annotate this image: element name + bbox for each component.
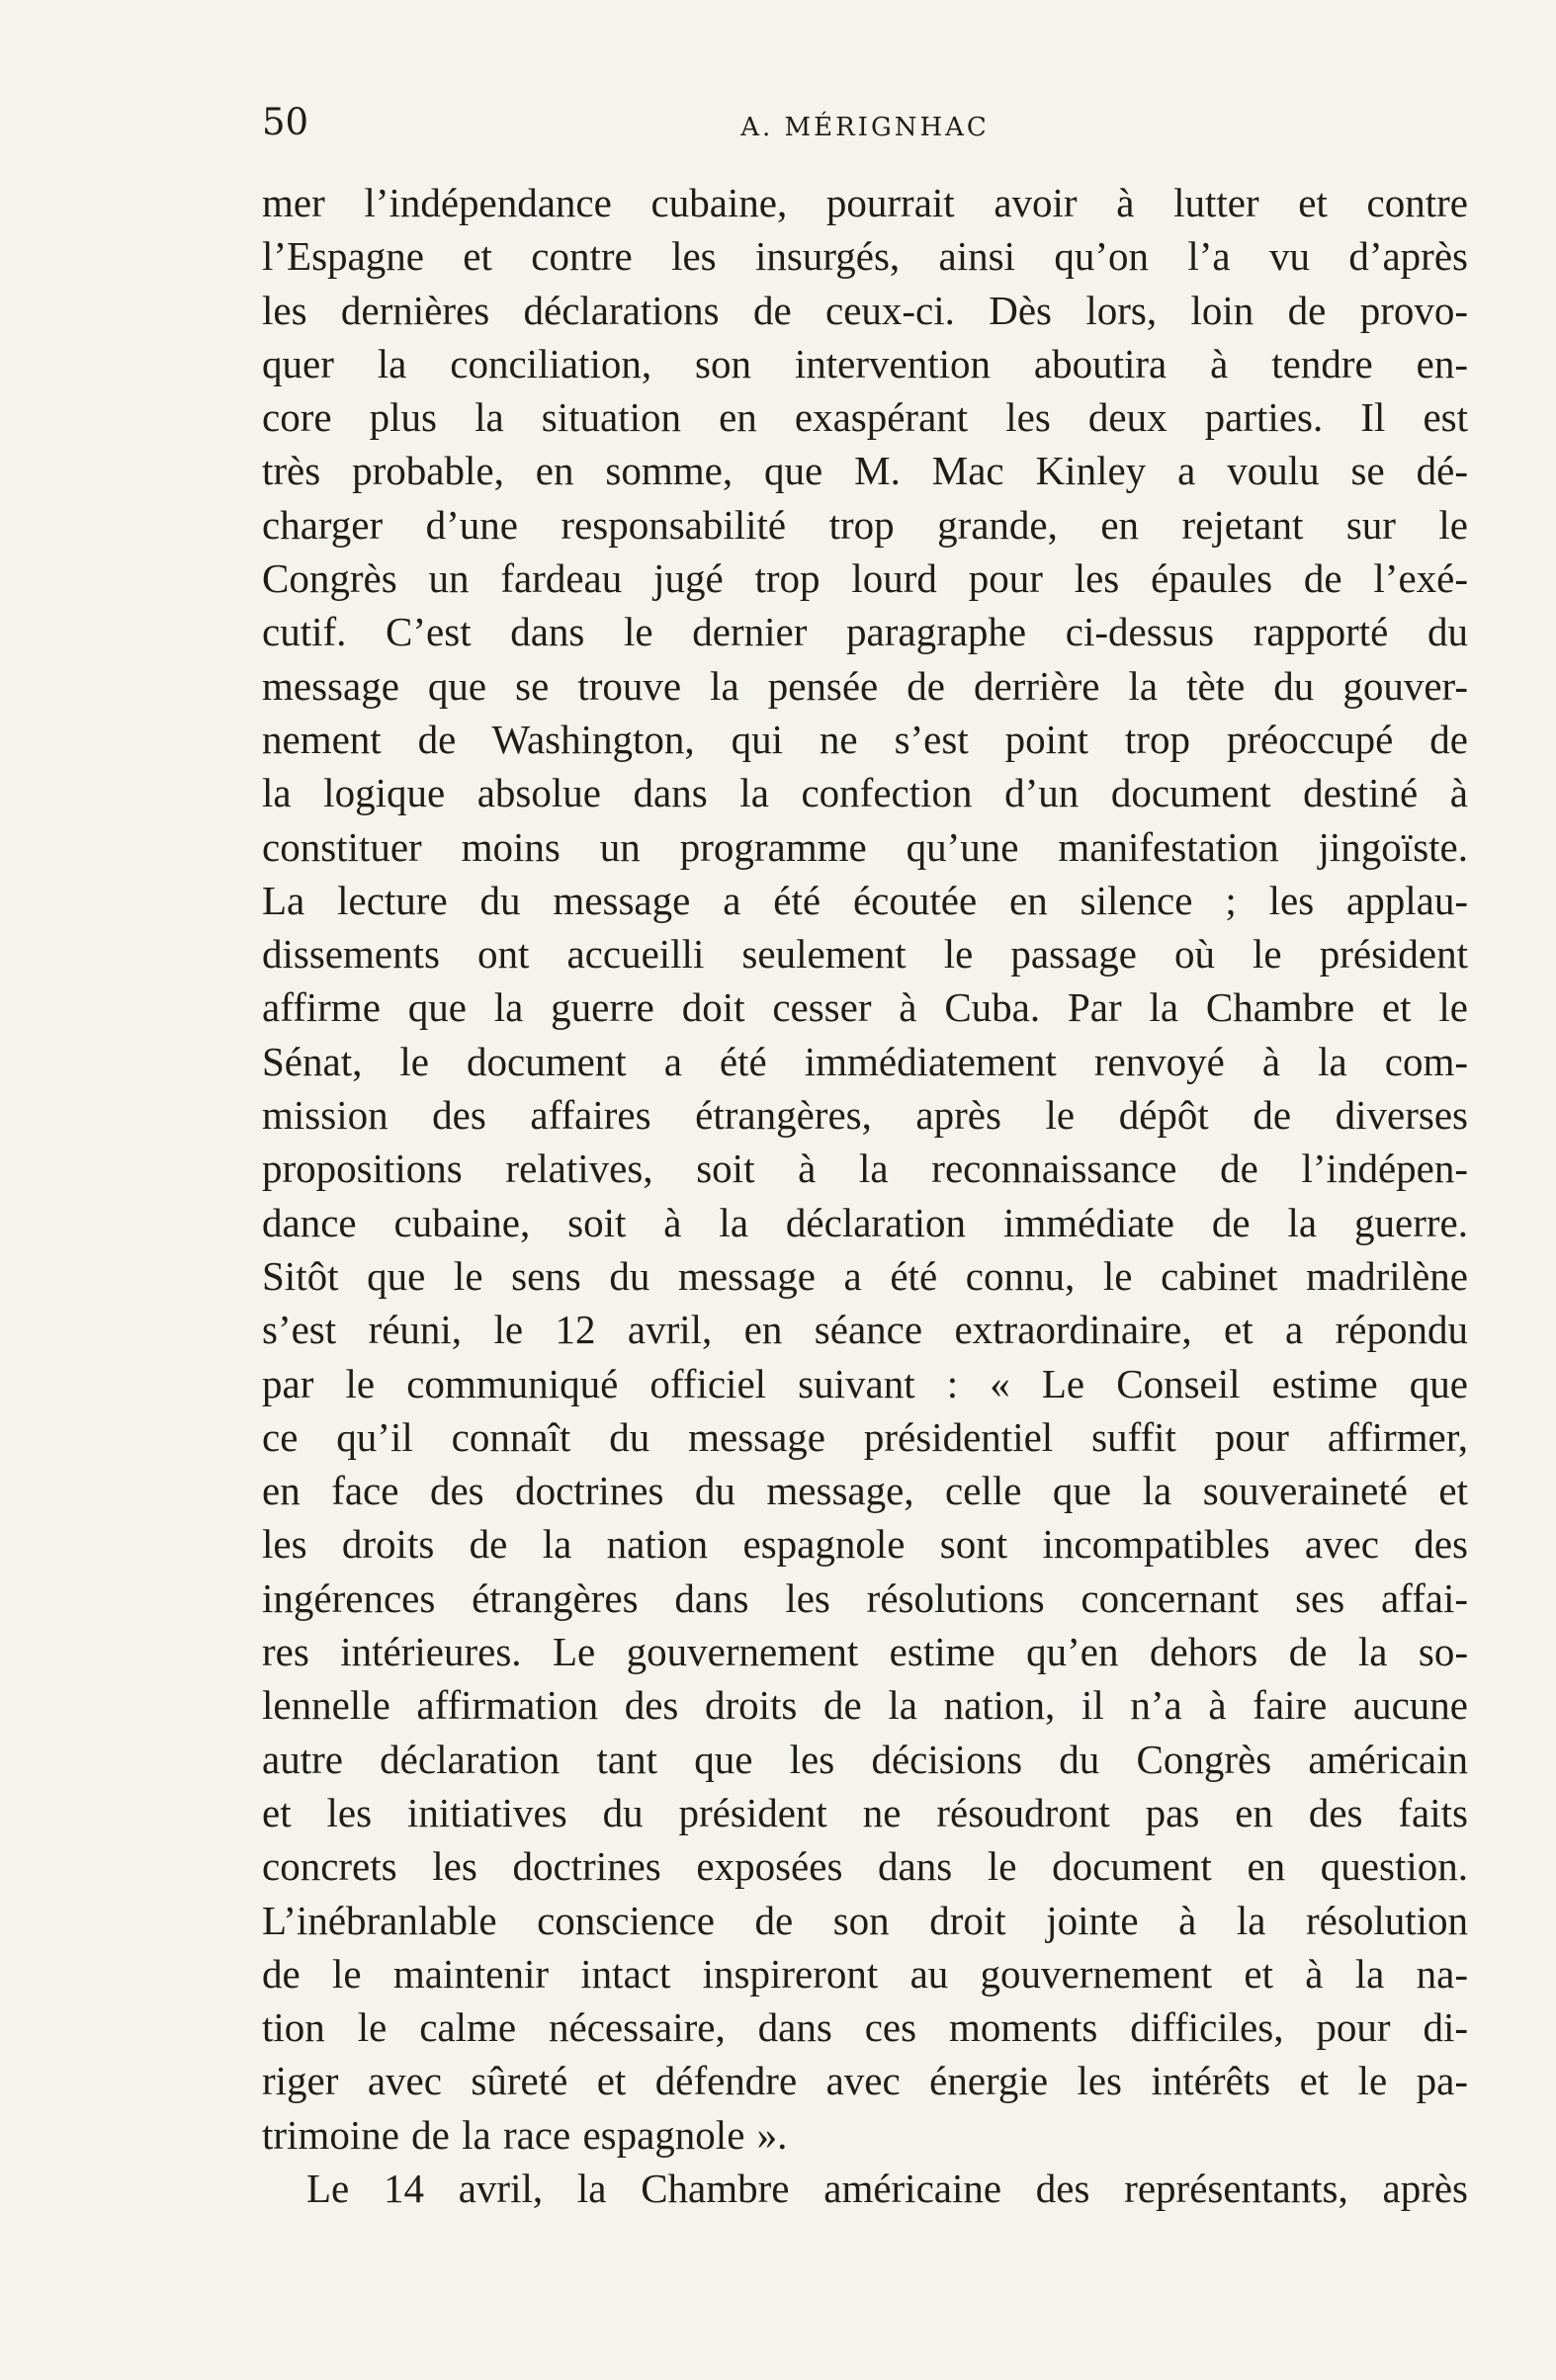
text-line: les dernières déclarations de ceux-ci. Dès lors, loin de provo- [262, 287, 1468, 333]
text-line: et les initiatives du président ne résoudront pas en des faits [262, 1789, 1468, 1835]
page-number: 50 [262, 101, 309, 143]
text-line: la logique absolue dans la confection d’un document destiné à [262, 770, 1468, 816]
text-line: La lecture du message a été écoutée en silence ; les applau- [262, 877, 1468, 923]
text-line: core plus la situation en exaspérant les deux parties. Il est [262, 394, 1468, 441]
text-line: de le maintenir intact inspireront au gouvernement et à la na- [262, 1950, 1468, 1997]
text-line: autre déclaration tant que les décisions du Congrès américain [262, 1736, 1468, 1782]
text-line: mer l’indépendance cubaine, pourrait avoir à lutter et contre [262, 180, 1468, 225]
text-line: dissements ont accueilli seulement le passage où le président [262, 931, 1468, 978]
text-line: très probable, en somme, que M. Mac Kinley a voulu se dé- [262, 448, 1468, 494]
text-line: tion le calme nécessaire, dans ces moments difficiles, pour di- [262, 2004, 1468, 2051]
text-line: message que se trouve la pensée de derrière la tète du gouver- [262, 662, 1468, 709]
text-line: s’est réuni, le 12 avril, en séance extraordinaire, et a répondu [262, 1307, 1468, 1353]
text-line: concrets les doctrines exposées dans le document en question. [262, 1843, 1468, 1890]
text-line: lennelle affirmation des droits de la nation, il n’a à faire aucune [262, 1682, 1468, 1729]
text-line: Congrès un fardeau jugé trop lourd pour les épaules de l’exé- [262, 555, 1468, 602]
paragraph-end-line: trimoine de la race espagnole ». [262, 2111, 788, 2158]
text-line: riger avec sûreté et défendre avec énergie les intérêts et le pa- [262, 2058, 1468, 2104]
text-line: Sénat, le document a été immédiatement renvoyé à la com- [262, 1038, 1468, 1084]
text-line: les droits de la nation espagnole sont incompatibles avec des [262, 1521, 1468, 1568]
text-line: ce qu’il connaît du message présidentiel suffit pour affirmer, [262, 1413, 1468, 1460]
text-line: l’Espagne et contre les insurgés, ainsi qu’on l’a vu d’après [262, 233, 1468, 280]
body-text [262, 176, 1468, 2215]
text-line: par le communiqué officiel suivant : « Le Conseil estime que [262, 1360, 1468, 1406]
text-line: en face des doctrines du message, celle que la souveraineté et [262, 1468, 1468, 1514]
paragraph-start-line: Le 14 avril, la Chambre américaine des représentants, après [306, 2165, 1468, 2211]
text-line: quer la conciliation, son intervention aboutira à tendre en- [262, 340, 1468, 386]
text-line: res intérieures. Le gouvernement estime qu’en dehors de la so- [262, 1629, 1468, 1675]
text-line: constituer moins un programme qu’une manifestation jingoïste. [262, 823, 1468, 870]
text-line: ingérences étrangères dans les résolutions concernant ses affai- [262, 1574, 1468, 1621]
running-title: A. MÉRIGNHAC [740, 113, 990, 142]
text-line: charger d’une responsabilité trop grande, en rejetant sur le [262, 501, 1468, 548]
text-line: Sitôt que le sens du message a été connu, le cabinet madrilène [262, 1252, 1468, 1299]
text-line: affirme que la guerre doit cesser à Cuba. Par la Chambre et le [262, 984, 1468, 1031]
text-line: mission des affaires étrangères, après le dépôt de diverses [262, 1092, 1468, 1139]
text-line: nement de Washington, qui ne s’est point trop préoccupé de [262, 716, 1468, 762]
text-line: dance cubaine, soit à la déclaration immédiate de la guerre. [262, 1199, 1468, 1245]
running-head [262, 99, 1468, 148]
text-line: L’inébranlable conscience de son droit jointe à la résolution [262, 1897, 1468, 1943]
text-line: cutif. C’est dans le dernier paragraphe ci-dessus rapporté du [262, 609, 1468, 655]
book-page [262, 99, 1468, 2333]
text-line: propositions relatives, soit à la reconnaissance de l’indépen- [262, 1146, 1468, 1192]
